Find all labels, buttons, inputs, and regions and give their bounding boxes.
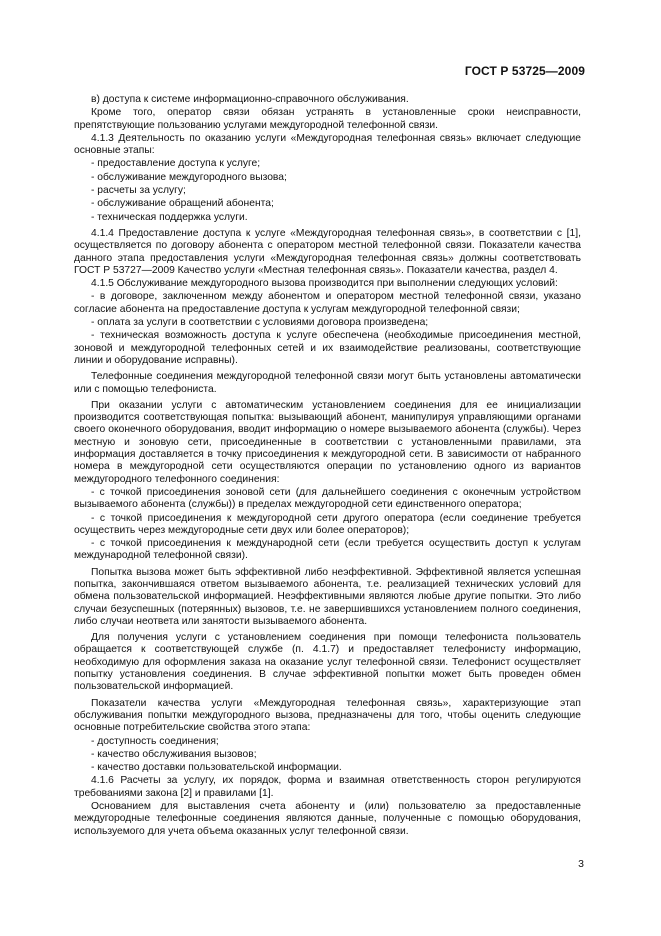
paragraph: - с точкой присоединения зоновой сети (для дальнейшего соединения с оконечным устройством вызываемого абонента (службы)) в пределах междугородной сети единственного оператора; (74, 486, 581, 511)
paragraph: 4.1.3 Деятельность по оказанию услуги «Междугородная телефонная связь» включает следующие основные этапы: (74, 132, 581, 157)
paragraph: 4.1.6 Расчеты за услугу, их порядок, форма и взаимная ответственность сторон регулируются требованиями закона [2] и правилами [1]. (74, 775, 581, 799)
page-number: 3 (578, 858, 584, 870)
paragraph: Кроме того, оператор связи обязан устранять в установленные сроки неисправности, препятствующие пользованию услугами междугородной телефонной связи. (74, 107, 581, 131)
paragraph: Основанием для выставления счета абоненту и (или) пользователю за предоставленные междугородные телефонные соединения являются данные, полученные с помощью оборудования, используемого для учета объема оказанных услуг телефонной связи. (74, 801, 581, 837)
paragraph: - обслуживание междугородного вызова; (91, 171, 287, 183)
paragraph: - оплата за услуги в соответствии с условиями договора произведена; (91, 317, 429, 329)
paragraph: При оказании услуги с автоматическим установлением соединения для ее инициализации производится соответствующая попытка: вызывающий абонент, манипулируя управляющими органами своего оконечного оборудования, вводит информацию о номере вызываемого абонента (службы). Через местную и зоновую сети, присоединенные в соответствии с установленными правилами, эта информация доставляется в точку присоединения к междугородной сети. В зависимости от набранного номера в междугородной сети осуществляются операции по установлению одного из вариантов междугородного телефонного соединения: (74, 399, 581, 485)
standard-header: ГОСТ Р 53725—2009 (464, 64, 585, 78)
paragraph: - техническая возможность доступа к услуге обеспечена (необходимые присоединения местной, зоновой и междугородной телефонных сетей и их взаимодействие реализованы, соответствующие линии и оборудование исправны). (74, 330, 581, 366)
document-body (74, 94, 581, 839)
paragraph: - с точкой присоединения к междугородной сети другого оператора (если соединение требуется осуществить через междугородные сети двух или более операторов); (74, 512, 581, 536)
paragraph: - качество доставки пользовательской информации. (91, 762, 342, 774)
paragraph: - предоставление доступа к услуге; (91, 158, 261, 170)
paragraph: - с точкой присоединения к международной сети (если требуется осуществить доступ к услугам международной телефонной связи). (74, 538, 581, 562)
paragraph: Попытка вызова может быть эффективной либо неэффективной. Эффективной является успешная попытка, закончившаяся ответом вызываемого абонента, т.е. реализацией технических условий для обмена пользовательской информацией. Неэффективными являются любые другие попытки. Это либо случаи безуспешных (потерянных) вызовов, т.е. не завершившихся установлением полного соединения, либо случаи неответа или занятости вызываемого абонента. (74, 566, 581, 627)
paragraph: в) доступа к системе информационно-справочного обслуживания. (91, 94, 409, 105)
paragraph: - качество обслуживания вызовов; (91, 748, 257, 760)
paragraph: - доступность соединения; (91, 735, 219, 747)
paragraph: 4.1.5 Обслуживание междугородного вызова производится при выполнении следующих условий: (91, 278, 558, 290)
paragraph: - техническая поддержка услуги. (91, 211, 248, 223)
paragraph: - обслуживание обращений абонента; (91, 198, 274, 210)
paragraph: Телефонные соединения междугородной телефонной связи могут быть установлены автоматически или с помощью телефониста. (74, 371, 581, 395)
paragraph: Для получения услуги с установлением соединения при помощи телефониста пользователь обращается к соответствующей службе (п. 4.1.7) и предоставляет телефонисту информацию, необходимую для оформления заказа на оказание услуг телефонной связи. Телефонист осуществляет попытку установления соединения. В случае эффективной попытки может быть проведен обмен пользовательской информацией. (74, 632, 581, 693)
paragraph: - в договоре, заключенном между абонентом и оператором местной телефонной связи, указано согласие абонента на предоставление доступа к услугам междугородной телефонной связи; (74, 291, 581, 315)
paragraph: 4.1.4 Предоставление доступа к услуге «Междугородная телефонная связь», в соответствии с [1], осуществляется по договору абонента с оператором местной телефонной связи. Показатели качества данного этапа предоставления услуги «Междугородная телефонная связь» должны соответствовать ГОСТ Р 53727—2009 Качество услуги «Местная телефонная связь». Показатели качества, раздел 4. (74, 227, 581, 276)
paragraph: - расчеты за услугу; (91, 185, 186, 197)
paragraph: Показатели качества услуги «Междугородная телефонная связь», характеризующие этап обслуживания попытки междугородного вызова, предназначены для того, чтобы оценить следующие основные потребительские свойства этого этапа: (74, 697, 581, 734)
